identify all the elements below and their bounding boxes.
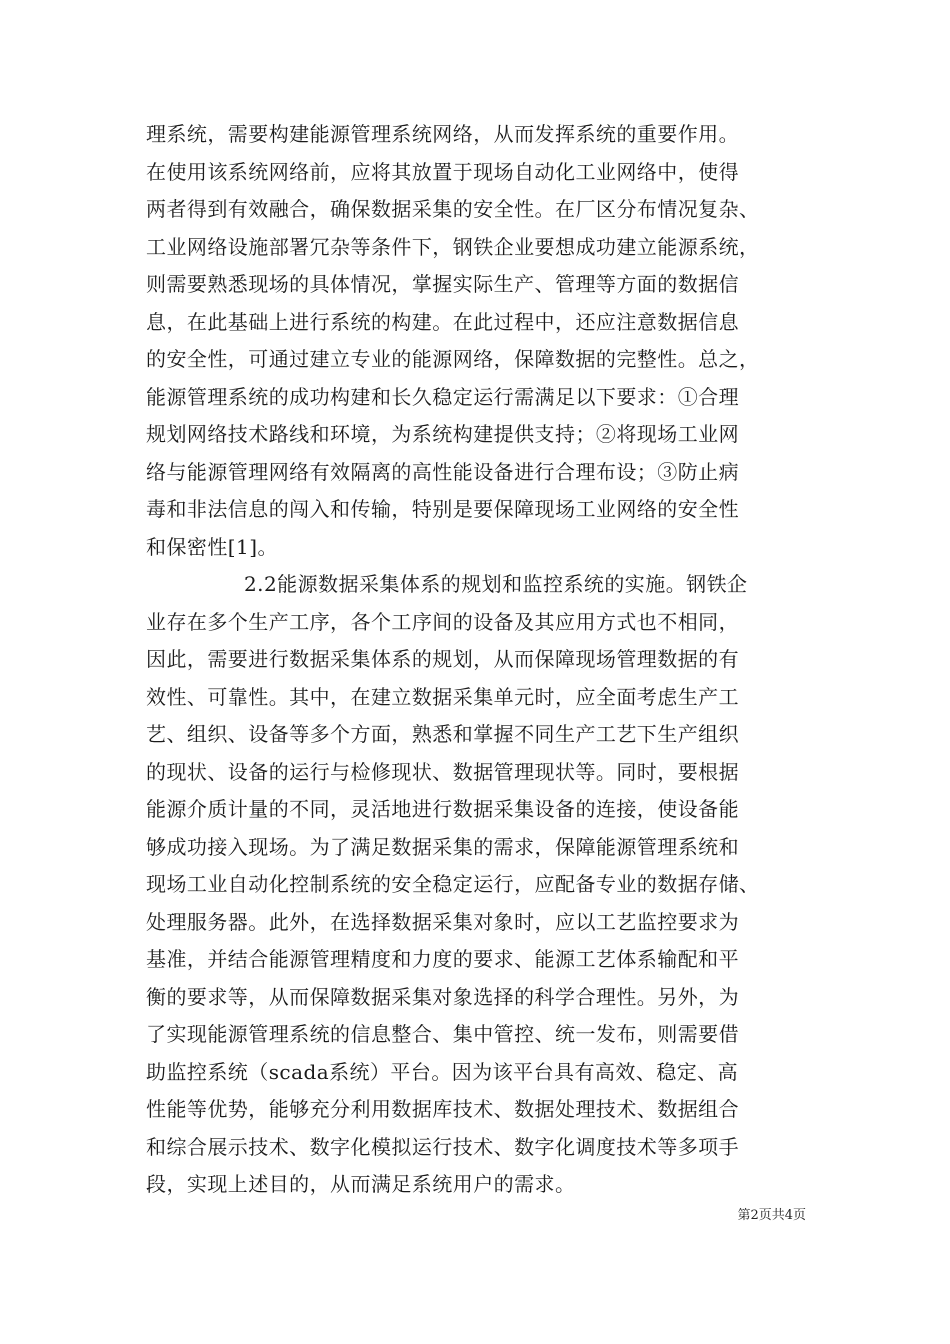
text-line: 能源管理系统的成功构建和长久稳定运行需满足以下要求：①合理	[146, 384, 740, 409]
text-line: 则需要熟悉现场的具体情况，掌握实际生产、管理等方面的数据信	[146, 272, 740, 296]
text-line: 和保密性[1]。	[146, 534, 278, 559]
body-text	[146, 116, 806, 1204]
text-line: 两者得到有效融合，确保数据采集的安全性。在厂区分布情况复杂、	[146, 197, 760, 221]
page-number-footer: 第2页共4页	[737, 1208, 806, 1223]
text-line: 了实现能源管理系统的信息整合、集中管控、统一发布，则需要借	[146, 1022, 740, 1046]
text-line: 够成功接入现场。为了满足数据采集的需求，保障能源管理系统和	[146, 834, 740, 859]
text-line: 助监控系统（scada系统）平台。因为该平台具有高效、稳定、高	[146, 1059, 739, 1084]
text-line: 业存在多个生产工序，各个工序间的设备及其应用方式也不相同，	[146, 609, 740, 634]
text-line: 的现状、设备的运行与检修现状、数据管理现状等。同时，要根据	[146, 759, 740, 784]
section-heading-line: 2.2能源数据采集体系的规划和监控系统的实施。钢铁企	[244, 572, 748, 596]
text-line: 息，在此基础上进行系统的构建。在此过程中，还应注意数据信息	[146, 309, 740, 334]
text-line: 和综合展示技术、数字化模拟运行技术、数字化调度技术等多项手	[146, 1134, 740, 1159]
text-line: 络与能源管理网络有效隔离的高性能设备进行合理布设；③防止病	[146, 459, 740, 484]
text-line: 理系统，需要构建能源管理系统网络，从而发挥系统的重要作用。	[146, 122, 740, 146]
text-line: 规划网络技术路线和环境，为系统构建提供支持；②将现场工业网	[146, 422, 740, 446]
text-line: 性能等优势，能够充分利用数据库技术、数据处理技术、数据组合	[146, 1097, 740, 1121]
text-line: 衡的要求等，从而保障数据采集对象选择的科学合理性。另外，为	[146, 984, 740, 1009]
text-line: 的安全性，可通过建立专业的能源网络，保障数据的完整性。总之，	[146, 347, 760, 371]
text-line: 现场工业自动化控制系统的安全稳定运行，应配备专业的数据存储、	[146, 872, 760, 896]
text-line: 处理服务器。此外，在选择数据采集对象时，应以工艺监控要求为	[146, 909, 740, 934]
text-line: 因此，需要进行数据采集体系的规划，从而保障现场管理数据的有	[146, 647, 740, 671]
text-line: 段，实现上述目的，从而满足系统用户的需求。	[146, 1172, 576, 1196]
text-line: 毒和非法信息的闯入和传输，特别是要保障现场工业网络的安全性	[146, 497, 740, 521]
text-line: 基准，并结合能源管理精度和力度的要求、能源工艺体系输配和平	[146, 947, 740, 971]
text-line: 效性、可靠性。其中，在建立数据采集单元时，应全面考虑生产工	[146, 684, 740, 709]
text-line: 能源介质计量的不同，灵活地进行数据采集设备的连接，使设备能	[146, 797, 740, 821]
text-line: 在使用该系统网络前，应将其放置于现场自动化工业网络中，使得	[146, 159, 740, 184]
text-line: 工业网络设施部署冗杂等条件下，钢铁企业要想成功建立能源系统，	[146, 234, 760, 259]
text-line: 艺、组织、设备等多个方面，熟悉和掌握不同生产工艺下生产组织	[146, 722, 740, 746]
